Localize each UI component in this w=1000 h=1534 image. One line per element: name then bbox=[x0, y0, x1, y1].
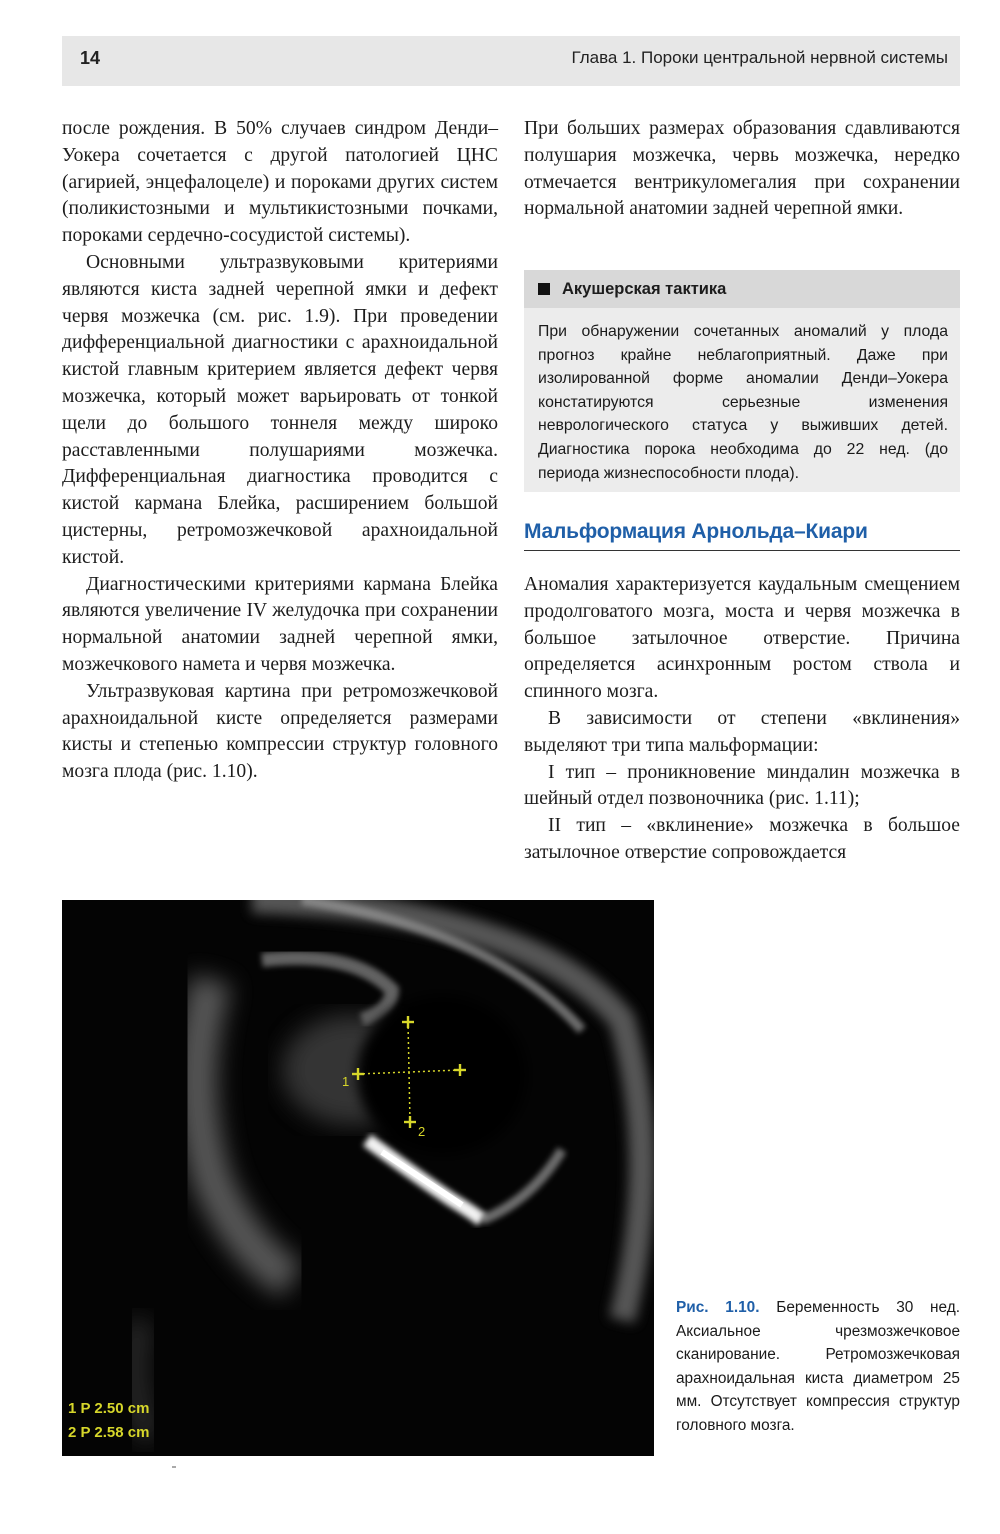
paragraph: Аномалия характеризуется каудальным смещением продолговатого мозга, моста и червя мозжечка в большое затылочное отверстие. Причина определяется асинхронным ростом ствола и спинного мозга. bbox=[524, 574, 960, 703]
sidebar-body: При обнаружении сочетанных аномалий у плода прогноз крайне неблагоприятный. Даже при изолированной форме аномалии Денди–Уокера констатируются серьезные изменения неврологического статуса у выживших детей. Диагностика порока необходима до 22 нед. (до периода жизнеспособности плода). bbox=[538, 323, 948, 482]
left-column bbox=[62, 116, 498, 786]
paragraph: Ультразвуковая картина при ретромозжечковой арахноидальной кисте определяется размерами кисты и степенью компрессии структур головного мозга плода (рис. 1.10). bbox=[62, 680, 498, 783]
caliper-label-2: 2 bbox=[418, 1124, 426, 1139]
page-number: 14 bbox=[80, 48, 101, 68]
paragraph: II тип – «вклинение» мозжечка в большое затылочное отверстие сопровождается bbox=[524, 815, 960, 863]
right-column-bottom bbox=[524, 572, 960, 867]
caption-text: Беременность 30 нед. Аксиальное чрезмозжечковое сканирование. Ретромозжечковая арахноидальная киста диаметром 25 мм. Отсутствует компрессия структур головного мозга. bbox=[676, 1299, 960, 1434]
paragraph: после рождения. В 50% случаев синдром Денди–Уокера сочетается с другой патологией ЦНС (агирией, энцефалоцеле) и пороками других систем (поликистозными и мультикистозными почками, пороками сердечно-сосудистой системы). bbox=[62, 118, 498, 247]
ultrasound-figure bbox=[62, 900, 654, 1456]
measurement-2: 2 P 2.58 cm bbox=[68, 1424, 150, 1441]
figure-caption bbox=[676, 1296, 960, 1437]
sidebar-title: Акушерская тактика bbox=[562, 279, 727, 298]
sidebar-header bbox=[524, 270, 960, 308]
paragraph: Диагностическими критериями кармана Блейка являются увеличение IV желудочка при сохранении нормальной анатомии задней черепной ямки, мозжечкового намета и червя мозжечка. bbox=[62, 573, 498, 675]
obstetric-tactics-box bbox=[524, 270, 960, 492]
section-heading: Мальформация Арнольда–Киари bbox=[524, 520, 960, 551]
ultrasound-image bbox=[62, 900, 654, 1456]
measurement-1: 1 P 2.50 cm bbox=[68, 1400, 150, 1417]
chapter-title: Глава 1. Пороки центральной нервной системы bbox=[571, 48, 948, 67]
paragraph: I тип – проникновение миндалин мозжечка в шейный отдел позвоночника (рис. 1.11); bbox=[524, 761, 960, 810]
paragraph: При больших размерах образования сдавливаются полушария мозжечка, червь мозжечка, нередко отмечается вентрикуломегалия при сохранении нормальной анатомии задней черепной ямки. bbox=[524, 118, 960, 220]
right-column-top bbox=[524, 116, 960, 223]
paragraph: Основными ультразвуковыми критериями являются киста задней черепной ямки и дефект червя мозжечка (см. рис. 1.9). При проведении дифференциальной диагностики с арахноидальной кистой главным критерием является дефект червя мозжечка, который может варьировать от тонкой щели до большого тоннеля между широко расставленными полушариями мозжечка. Дифференциальная диагностика проводится с кистой кармана Блейка, расширением большой цистерны, ретромозжечковой арахноидальной кистой. bbox=[62, 251, 498, 568]
caliper-label-1: 1 bbox=[342, 1074, 350, 1089]
caption-label: Рис. 1.10. bbox=[676, 1299, 760, 1316]
scan-artifact bbox=[172, 1466, 176, 1468]
square-bullet-icon bbox=[538, 283, 550, 295]
paragraph: В зависимости от степени «вклинения» выделяют три типа мальформации: bbox=[524, 707, 960, 756]
